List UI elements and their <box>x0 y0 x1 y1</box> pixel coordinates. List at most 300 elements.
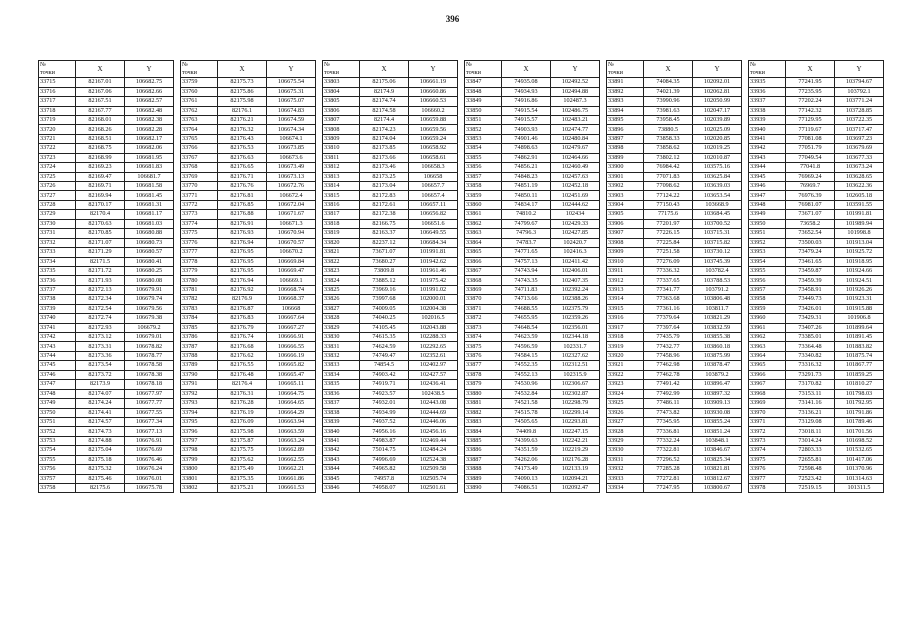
table-row <box>465 342 600 351</box>
point-number: 33972 <box>749 427 786 436</box>
x-value: 82167.01 <box>76 78 125 87</box>
x-value: 82176.43 <box>218 134 267 143</box>
x-value: 73014.24 <box>786 436 835 445</box>
point-number: 33779 <box>181 266 218 275</box>
table-row <box>181 399 316 408</box>
point-number: 33865 <box>465 248 502 257</box>
y-value: 102094.21 <box>551 474 600 483</box>
point-number: 33818 <box>323 219 360 228</box>
coordinate-table-2 <box>180 60 316 493</box>
point-number: 33743 <box>39 342 76 351</box>
coordinate-table-5 <box>606 60 742 493</box>
point-number: 33923 <box>607 380 644 389</box>
table-row <box>749 333 884 342</box>
point-number: 33963 <box>749 342 786 351</box>
table-row <box>607 389 742 398</box>
point-number: 33756 <box>39 465 76 474</box>
table-row <box>465 446 600 455</box>
header-number-sign: № <box>39 61 76 70</box>
point-number: 33804 <box>323 87 360 96</box>
point-number: 33955 <box>749 266 786 275</box>
x-value: 82169.23 <box>76 163 125 172</box>
y-value: 106661.86 <box>267 474 316 483</box>
y-value: 102479.67 <box>551 144 600 153</box>
y-value: 102427.85 <box>551 229 600 238</box>
y-value: 106666.55 <box>267 342 316 351</box>
x-value: 74783.7 <box>502 238 551 247</box>
x-value: 73479.24 <box>786 248 835 257</box>
point-number: 33814 <box>323 182 360 191</box>
point-number: 33917 <box>607 323 644 332</box>
table-row <box>749 266 884 275</box>
point-number: 33856 <box>465 163 502 172</box>
table-row <box>39 389 174 398</box>
point-number: 33898 <box>607 144 644 153</box>
y-value: 103673.24 <box>835 163 884 172</box>
point-number: 33971 <box>749 417 786 426</box>
point-number: 33841 <box>323 436 360 445</box>
table-row <box>465 238 600 247</box>
point-number: 33938 <box>749 106 786 115</box>
header-point: точки <box>323 69 360 78</box>
y-value: 106658 <box>409 172 458 181</box>
y-value: 106668 <box>267 304 316 313</box>
table-row <box>181 361 316 370</box>
point-number: 33942 <box>749 144 786 153</box>
table-row <box>39 304 174 313</box>
y-value: 102356.01 <box>551 323 600 332</box>
point-number: 33746 <box>39 370 76 379</box>
table-row <box>607 210 742 219</box>
point-number: 33976 <box>749 465 786 474</box>
point-number: 33736 <box>39 276 76 285</box>
y-value: 106659.88 <box>409 115 458 124</box>
point-number: 33793 <box>181 399 218 408</box>
x-value: 74848.23 <box>502 172 551 181</box>
y-value: 106676.01 <box>125 474 174 483</box>
point-number: 33789 <box>181 361 218 370</box>
point-number: 33767 <box>181 153 218 162</box>
table-row <box>607 484 742 493</box>
table-row <box>181 172 316 181</box>
table-row <box>607 106 742 115</box>
x-value: 73969.16 <box>360 285 409 294</box>
point-number: 33738 <box>39 295 76 304</box>
table-row <box>39 153 174 162</box>
table-row <box>181 304 316 313</box>
y-value: 102299.14 <box>551 408 600 417</box>
point-number: 33784 <box>181 314 218 323</box>
point-number: 33915 <box>607 304 644 313</box>
point-number: 33949 <box>749 210 786 219</box>
y-value: 106678.77 <box>125 351 174 360</box>
point-number: 33763 <box>181 115 218 124</box>
point-number: 33741 <box>39 323 76 332</box>
point-number: 33945 <box>749 172 786 181</box>
x-value: 82173.25 <box>360 172 409 181</box>
table-row <box>181 144 316 153</box>
point-number: 33816 <box>323 200 360 209</box>
header-point: точки <box>181 69 218 78</box>
x-value: 76969.7 <box>786 182 835 191</box>
x-value: 74040.25 <box>360 314 409 323</box>
y-value: 106661.19 <box>409 78 458 87</box>
y-value: 101989.94 <box>835 219 884 228</box>
x-value: 82175.98 <box>218 427 267 436</box>
x-value: 73658.2 <box>786 219 835 228</box>
y-value: 106660.2 <box>409 106 458 115</box>
x-value: 74655.95 <box>502 314 551 323</box>
x-value: 82168.51 <box>76 134 125 143</box>
y-value: 103825.34 <box>693 455 742 464</box>
point-number: 33937 <box>749 97 786 106</box>
table-row <box>465 304 600 313</box>
x-value: 77336.81 <box>644 427 693 436</box>
y-value: 103771.24 <box>835 97 884 106</box>
header-number-sign: № <box>607 61 644 70</box>
x-value: 74530.96 <box>502 380 551 389</box>
x-value: 74983.87 <box>360 436 409 445</box>
y-value: 103821.81 <box>693 465 742 474</box>
x-value: 73407.26 <box>786 323 835 332</box>
x-value: 73291.73 <box>786 370 835 379</box>
y-value: 102016.5 <box>409 314 458 323</box>
table-row <box>39 191 174 200</box>
x-value: 73141.16 <box>786 399 835 408</box>
x-value: 74532.84 <box>502 389 551 398</box>
point-number: 33922 <box>607 370 644 379</box>
header-x: X <box>218 61 267 78</box>
point-number: 33745 <box>39 361 76 370</box>
point-number: 33750 <box>39 408 76 417</box>
point-number: 33906 <box>607 219 644 228</box>
y-value: 101867.77 <box>835 361 884 370</box>
y-value: 106677.13 <box>125 427 174 436</box>
x-value: 74552.13 <box>502 370 551 379</box>
table-row <box>749 219 884 228</box>
x-value: 74521.58 <box>502 399 551 408</box>
y-value: 106665.47 <box>267 370 316 379</box>
header-x: X <box>76 61 125 78</box>
y-value: 106657.4 <box>409 191 458 200</box>
point-number: 33847 <box>465 78 502 87</box>
x-value: 74957.8 <box>360 474 409 483</box>
table-row <box>323 417 458 426</box>
x-value: 82173.9 <box>76 380 125 389</box>
table-row <box>749 304 884 313</box>
x-value: 82174.57 <box>76 417 125 426</box>
table-row <box>465 417 600 426</box>
point-number: 33888 <box>465 465 502 474</box>
y-value: 101918.95 <box>835 257 884 266</box>
y-value: 102010.87 <box>693 153 742 162</box>
point-number: 33873 <box>465 323 502 332</box>
table-row <box>749 106 884 115</box>
table-row <box>39 342 174 351</box>
table-row <box>607 333 742 342</box>
table-row <box>323 163 458 172</box>
header-y: Y <box>551 61 600 78</box>
x-value: 74850.11 <box>502 191 551 200</box>
table-row <box>607 295 742 304</box>
point-number: 33718 <box>39 106 76 115</box>
y-value: 103821.29 <box>693 314 742 323</box>
table-row <box>749 144 884 153</box>
x-value: 73652.54 <box>786 229 835 238</box>
point-number: 33968 <box>749 389 786 398</box>
y-value: 102446.06 <box>409 417 458 426</box>
y-value: 106663.94 <box>267 417 316 426</box>
x-value: 73802.12 <box>644 153 693 162</box>
y-value: 106675.31 <box>267 87 316 96</box>
table-row <box>323 78 458 87</box>
y-value: 106661.53 <box>267 484 316 493</box>
table-row <box>323 436 458 445</box>
y-value: 106656.82 <box>409 210 458 219</box>
x-value: 77119.67 <box>786 125 835 134</box>
point-number: 33722 <box>39 144 76 153</box>
x-value: 82175.6 <box>76 484 125 493</box>
y-value: 106679.01 <box>125 333 174 342</box>
x-value: 82172.83 <box>360 191 409 200</box>
point-number: 33761 <box>181 97 218 106</box>
table-row <box>323 182 458 191</box>
y-value: 106682.38 <box>125 115 174 124</box>
y-value: 106669.1 <box>267 276 316 285</box>
table-row <box>465 389 600 398</box>
point-number: 33872 <box>465 314 502 323</box>
y-value: 103575.16 <box>693 163 742 172</box>
point-number: 33902 <box>607 182 644 191</box>
point-number: 33732 <box>39 238 76 247</box>
point-number: 33947 <box>749 191 786 200</box>
y-value: 102402.97 <box>409 361 458 370</box>
table-row <box>323 314 458 323</box>
point-number: 33871 <box>465 304 502 313</box>
x-value: 72598.48 <box>786 465 835 474</box>
x-value: 82237.12 <box>360 238 409 247</box>
y-value: 102427.57 <box>409 370 458 379</box>
x-value: 82176.4 <box>218 380 267 389</box>
point-number: 33969 <box>749 399 786 408</box>
y-value: 103591.55 <box>835 200 884 209</box>
table-row <box>323 97 458 106</box>
table-row <box>607 455 742 464</box>
table-row <box>749 182 884 191</box>
x-value: 74515.78 <box>502 408 551 417</box>
table-row <box>607 219 742 228</box>
point-number: 33977 <box>749 474 786 483</box>
y-value: 101961.46 <box>409 266 458 275</box>
y-value: 101991.81 <box>835 210 884 219</box>
x-value: 82175.21 <box>218 484 267 493</box>
table-row <box>181 125 316 134</box>
x-value: 73958.45 <box>644 115 693 124</box>
point-number: 33935 <box>749 78 786 87</box>
table-row <box>465 219 600 228</box>
y-value: 106672.4 <box>267 191 316 200</box>
y-value: 102019.25 <box>693 144 742 153</box>
y-value: 103639.03 <box>693 182 742 191</box>
y-value: 106669.84 <box>267 257 316 266</box>
point-number: 33821 <box>323 248 360 257</box>
x-value: 82171.72 <box>76 266 125 275</box>
point-number: 33734 <box>39 257 76 266</box>
table-row <box>323 87 458 96</box>
table-row <box>181 238 316 247</box>
header-point: точки <box>39 69 76 78</box>
table-row <box>465 370 600 379</box>
y-value: 102452.18 <box>551 182 600 191</box>
x-value: 74958.07 <box>360 484 409 493</box>
y-value: 106682.06 <box>125 144 174 153</box>
x-value: 77486.11 <box>644 399 693 408</box>
table-row <box>323 106 458 115</box>
table-row <box>607 361 742 370</box>
point-number: 33853 <box>465 134 502 143</box>
table-row <box>749 465 884 474</box>
x-value: 74965.82 <box>360 465 409 474</box>
x-value: 82176.9 <box>218 295 267 304</box>
y-value: 103715.31 <box>693 229 742 238</box>
y-value: 103684.45 <box>693 210 742 219</box>
y-value: 102436.41 <box>409 380 458 389</box>
x-value: 82176.76 <box>218 182 267 191</box>
y-value: 102312.51 <box>551 361 600 370</box>
x-value: 82167.51 <box>76 97 125 106</box>
y-value: 102483.21 <box>551 115 600 124</box>
point-number: 33717 <box>39 97 76 106</box>
x-value: 82176.93 <box>218 229 267 238</box>
point-number: 33817 <box>323 210 360 219</box>
table-row <box>39 97 174 106</box>
x-value: 77276.09 <box>644 257 693 266</box>
point-number: 33795 <box>181 417 218 426</box>
table-row <box>607 125 742 134</box>
x-value: 82169.94 <box>76 191 125 200</box>
point-number: 33860 <box>465 200 502 209</box>
point-number: 33796 <box>181 427 218 436</box>
y-value: 106678.82 <box>125 342 174 351</box>
point-number: 33719 <box>39 115 76 124</box>
x-value: 77379.64 <box>644 314 693 323</box>
table-row <box>181 446 316 455</box>
x-value: 73316.32 <box>786 361 835 370</box>
table-row <box>39 219 174 228</box>
point-number: 33866 <box>465 257 502 266</box>
y-value: 106662.21 <box>267 465 316 474</box>
table-row <box>607 238 742 247</box>
y-value: 103700.52 <box>693 219 742 228</box>
y-value: 103860.18 <box>693 342 742 351</box>
point-number: 33863 <box>465 229 502 238</box>
point-number: 33951 <box>749 229 786 238</box>
y-value: 103697.23 <box>835 134 884 143</box>
y-value: 106679.56 <box>125 304 174 313</box>
x-value: 74615.35 <box>360 333 409 342</box>
point-number: 33885 <box>465 436 502 445</box>
x-value: 74743.35 <box>502 276 551 285</box>
x-value: 82176.74 <box>218 333 267 342</box>
point-number: 33959 <box>749 304 786 313</box>
y-value: 102420.7 <box>551 238 600 247</box>
point-number: 33931 <box>607 455 644 464</box>
point-number: 33973 <box>749 436 786 445</box>
x-value: 74923.57 <box>360 389 409 398</box>
x-value: 82167.06 <box>76 87 125 96</box>
table-row <box>39 238 174 247</box>
y-value: 103745.39 <box>693 257 742 266</box>
table-row <box>323 276 458 285</box>
table-row <box>323 484 458 493</box>
point-number: 33832 <box>323 351 360 360</box>
y-value: 102004.38 <box>409 304 458 313</box>
point-number: 33894 <box>607 106 644 115</box>
x-value: 73449.73 <box>786 295 835 304</box>
x-value: 77473.82 <box>644 408 693 417</box>
x-value: 77081.08 <box>786 134 835 143</box>
point-number: 33727 <box>39 191 76 200</box>
point-number: 33958 <box>749 295 786 304</box>
y-value: 102444.62 <box>551 200 600 209</box>
y-value: 106677.77 <box>125 399 174 408</box>
x-value: 77272.81 <box>644 474 693 483</box>
y-value: 106658.92 <box>409 144 458 153</box>
point-number: 33769 <box>181 172 218 181</box>
table-row <box>465 115 600 124</box>
x-value: 77225.84 <box>644 238 693 247</box>
table-row <box>39 182 174 191</box>
y-value: 106681.58 <box>125 182 174 191</box>
y-value: 106676.24 <box>125 465 174 474</box>
x-value: 82176.81 <box>218 191 267 200</box>
table-row <box>181 342 316 351</box>
header-x: X <box>502 61 551 78</box>
y-value: 102025.09 <box>693 125 742 134</box>
y-value: 106673.13 <box>267 172 316 181</box>
point-number: 33919 <box>607 342 644 351</box>
x-value: 77241.95 <box>786 78 835 87</box>
table-row <box>181 191 316 200</box>
table-row <box>39 474 174 483</box>
point-number: 33845 <box>323 474 360 483</box>
point-number: 33797 <box>181 436 218 445</box>
x-value: 82176.87 <box>218 304 267 313</box>
x-value: 82168.01 <box>76 115 125 124</box>
table-row <box>39 465 174 474</box>
y-value: 106670.2 <box>267 248 316 257</box>
point-number: 33759 <box>181 78 218 87</box>
y-value: 106669.47 <box>267 266 316 275</box>
y-value: 106666.19 <box>267 351 316 360</box>
table-row <box>607 465 742 474</box>
point-number: 33794 <box>181 408 218 417</box>
x-value: 74749.47 <box>360 351 409 360</box>
y-value: 103722.35 <box>835 115 884 124</box>
y-value: 102062.81 <box>693 87 742 96</box>
point-number: 33970 <box>749 408 786 417</box>
x-value: 82175.86 <box>218 87 267 96</box>
x-value: 74399.63 <box>502 436 551 445</box>
point-number: 33765 <box>181 134 218 143</box>
x-value: 82176.65 <box>218 163 267 172</box>
point-number: 33884 <box>465 427 502 436</box>
table-row <box>39 229 174 238</box>
x-value: 73990.96 <box>644 97 693 106</box>
table-row <box>607 285 742 294</box>
table-row <box>39 436 174 445</box>
point-number: 33762 <box>181 106 218 115</box>
